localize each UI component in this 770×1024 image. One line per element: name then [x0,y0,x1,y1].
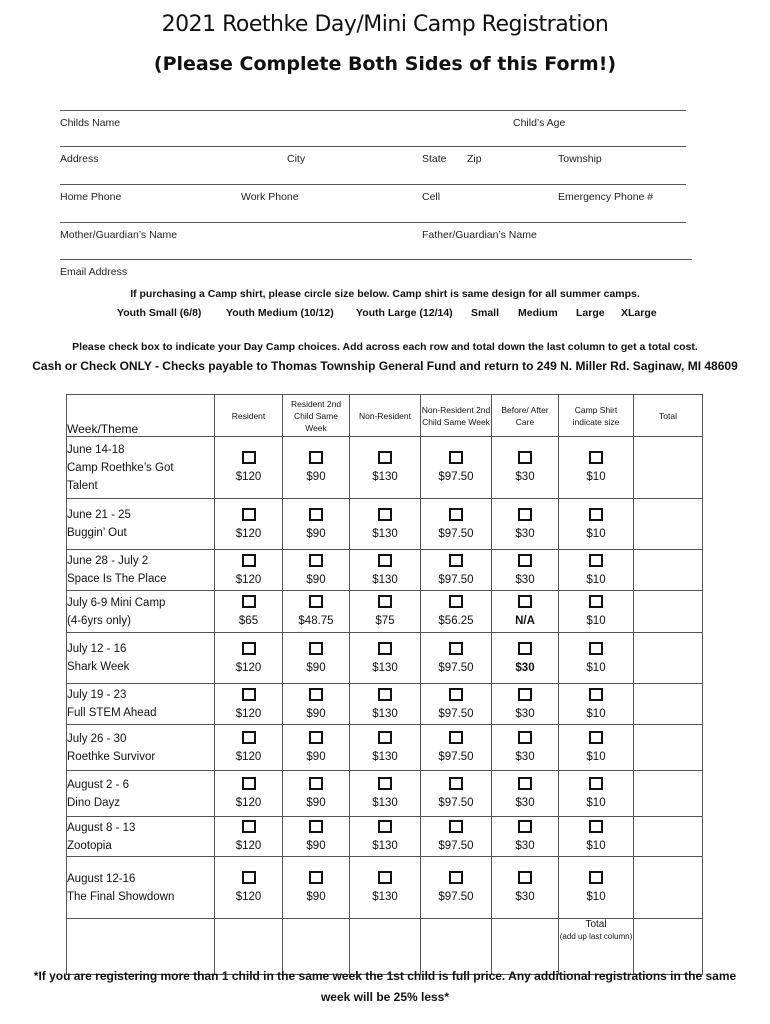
size-youth-medium[interactable]: Youth Medium (10/12) [226,307,334,319]
price: $97.50 [438,661,474,674]
week-theme-line: Dino Dayz [67,796,121,809]
week-theme-cell [67,591,215,633]
checkbox[interactable] [449,820,463,833]
checkbox[interactable] [242,451,256,464]
checkbox[interactable] [449,595,463,608]
resident-option [215,591,283,633]
camp-shirt-option [559,550,634,591]
price: $120 [235,840,262,852]
resident-option [215,499,283,550]
week-theme-line: August 2 - 6 [67,778,130,791]
camp-shirt-option [559,725,634,771]
resident-2nd-child-option [283,499,350,550]
week-theme-cell [67,437,215,499]
childs-name-label: Childs Name [60,117,121,129]
checkbox[interactable] [518,451,532,464]
checkbox[interactable] [589,871,603,884]
resident-2nd-child-option [283,857,350,919]
table-row [67,725,703,771]
non-resident-2nd-child-option [421,684,492,725]
price: $120 [235,797,262,809]
price: $30 [515,751,535,763]
size-medium[interactable]: Medium [518,307,558,319]
resident-2nd-child-option [283,725,350,771]
price: $30 [515,573,535,586]
header-non-resident: Non-Resident [350,395,421,437]
week-theme-cell [67,499,215,550]
non-resident-option [350,437,421,499]
price: $10 [586,707,606,720]
checkbox[interactable] [449,688,463,701]
work-phone-label: Work Phone [241,191,299,203]
total-label: Total [585,919,607,930]
checkbox[interactable] [378,777,392,790]
price: $130 [372,840,398,852]
total-sublabel: (add up last column) [559,932,633,941]
checkbox[interactable] [518,642,532,655]
checkbox[interactable] [589,731,603,744]
header-total: Total [634,395,703,437]
week-theme-line: Talent [67,479,98,492]
checkbox[interactable] [242,688,256,701]
price: $30 [515,661,535,674]
non-resident-2nd-child-option [421,550,492,591]
father-guardian-label: Father/Guardian’s Name [422,229,537,241]
header-week-theme: Week/Theme [67,395,215,437]
checkbox[interactable] [449,731,463,744]
week-theme-line: June 28 - July 2 [67,555,149,567]
email-line[interactable] [60,259,692,260]
checkbox[interactable] [309,554,323,567]
table-row [67,633,703,684]
checkbox[interactable] [518,554,532,567]
price: $120 [235,573,262,586]
before-after-care-option [492,437,559,499]
checkbox[interactable] [309,451,323,464]
checkbox[interactable] [518,871,532,884]
checkbox[interactable] [449,554,463,567]
week-theme-line: Shark Week [67,661,130,673]
camp-shirt-option [559,499,634,550]
resident-2nd-child-option [283,817,350,857]
price: $56.25 [438,615,474,627]
price: $97.50 [438,891,474,903]
price: $10 [586,615,606,627]
checkbox[interactable] [309,642,323,655]
before-after-care-option [492,817,559,857]
price: $90 [306,797,326,809]
table-row [67,499,703,550]
price: $120 [235,707,262,720]
checkbox[interactable] [449,871,463,884]
home-phone-label: Home Phone [60,191,122,203]
header-before-after-care: Before/ After Care [492,395,559,437]
price: $10 [586,573,606,586]
table-row [67,817,703,857]
checkbox[interactable] [378,554,392,567]
mother-guardian-label: Mother/Guardian’s Name [60,229,178,241]
checkbox[interactable] [309,871,323,884]
emergency-phone-label: Emergency Phone # [558,191,654,203]
non-resident-option [350,550,421,591]
checkbox[interactable] [518,820,532,833]
form-subtitle: (Please Complete Both Sides of this Form!) [153,53,617,75]
resident-option [215,550,283,591]
week-theme-line: July 26 - 30 [67,732,127,745]
non-resident-option [350,857,421,919]
address-label: Address [60,153,99,165]
before-after-care-option [492,633,559,684]
row-total-cell[interactable] [634,591,703,633]
checkbox[interactable] [242,871,256,884]
checkbox[interactable] [378,508,392,521]
row-total-cell[interactable] [634,771,703,817]
week-theme-line: Zootopia [67,839,112,852]
price: $30 [515,527,535,540]
checkbox[interactable] [518,595,532,608]
non-resident-2nd-child-option [421,725,492,771]
before-after-care-option [492,499,559,550]
week-theme-line: July 12 - 16 [67,643,127,655]
checkbox[interactable] [449,777,463,790]
camp-shirt-option [559,684,634,725]
price: $10 [586,840,606,852]
before-after-care-option [492,684,559,725]
non-resident-2nd-child-option [421,633,492,684]
price: $30 [515,471,535,483]
checkbox[interactable] [242,554,256,567]
price: $130 [372,471,398,483]
checkbox[interactable] [518,731,532,744]
price: $97.50 [438,573,474,586]
price: $90 [306,751,326,763]
resident-2nd-child-option [283,684,350,725]
checkbox[interactable] [309,731,323,744]
non-resident-2nd-child-option [421,817,492,857]
price: $120 [235,661,262,674]
week-theme-cell [67,771,215,817]
table-row [67,591,703,633]
childs-name-line[interactable] [60,110,686,111]
camp-shirt-option [559,591,634,633]
price: $97.50 [438,707,474,720]
size-xlarge[interactable]: XLarge [621,307,657,319]
row-total-cell[interactable] [634,817,703,857]
before-after-care-option [492,550,559,591]
week-theme-cell [67,857,215,919]
price: $65 [238,615,259,627]
header-resident-2nd-child: Resident 2nd Child Same Week [283,395,350,437]
price: $130 [372,797,398,809]
address-line[interactable] [60,146,686,147]
guardian-line[interactable] [60,222,686,223]
non-resident-option [350,591,421,633]
instructions: Please check box to indicate your Day Camp choices. Add across each row and total down the last column to get a total cost. [72,341,698,353]
resident-2nd-child-option [283,550,350,591]
price: $97.50 [438,840,474,852]
resident-option [215,817,283,857]
childs-age-label: Child’s Age [513,117,566,129]
week-theme-line: Roethke Survivor [67,750,156,763]
before-after-care-option [492,857,559,919]
price: $90 [306,573,326,586]
resident-option [215,437,283,499]
week-theme-line: June 21 - 25 [67,509,131,521]
price: $90 [306,707,326,720]
table-row [67,771,703,817]
price: $130 [372,527,398,540]
price: $130 [372,751,398,763]
checkbox[interactable] [589,820,603,833]
checkbox[interactable] [242,508,256,521]
price: $120 [235,751,262,763]
table-row [67,684,703,725]
email-label: Email Address [60,266,128,278]
row-total-cell[interactable] [634,857,703,919]
price: $10 [586,471,606,483]
checkbox[interactable] [589,508,603,521]
week-theme-line: August 12-16 [67,872,136,885]
checkbox[interactable] [309,595,323,608]
checkbox[interactable] [589,777,603,790]
checkbox[interactable] [589,451,603,464]
checkbox[interactable] [378,871,392,884]
checkbox[interactable] [518,777,532,790]
camp-shirt-option [559,857,634,919]
non-resident-2nd-child-option [421,771,492,817]
zip-label: Zip [467,153,482,165]
payment-instructions: Cash or Check ONLY - Checks payable to Thomas Township General Fund and return to 249 N. Miller Rd. Saginaw, MI 48609 [32,359,738,373]
resident-2nd-child-option [283,633,350,684]
week-theme-line: July 6-9 Mini Camp [67,596,166,609]
non-resident-option [350,499,421,550]
checkbox[interactable] [449,642,463,655]
non-resident-option [350,817,421,857]
checkbox[interactable] [242,731,256,744]
week-theme-line: Space Is The Place [67,573,167,585]
week-theme-line: The Final Showdown [67,890,175,903]
checkbox[interactable] [589,554,603,567]
price: $90 [306,661,326,674]
week-theme-line: June 14-18 [67,443,125,456]
checkbox[interactable] [589,688,603,701]
checkbox[interactable] [378,595,392,608]
price: $30 [515,891,535,903]
header-camp-shirt: Camp Shirt indicate size [559,395,634,437]
price: $30 [515,707,535,720]
non-resident-2nd-child-option [421,437,492,499]
before-after-care-option [492,771,559,817]
price: $10 [586,661,606,674]
table-row [67,550,703,591]
table-row [67,857,703,919]
row-total-cell[interactable] [634,725,703,771]
footnote: *If you are registering more than 1 child in the same week the 1st child is full price. Any additional registrations in the same week will be 25% less* [33,969,737,1004]
resident-2nd-child-option [283,771,350,817]
price: $30 [515,840,535,852]
before-after-care-option [492,725,559,771]
size-small[interactable]: Small [471,307,500,319]
checkbox[interactable] [518,508,532,521]
camp-shirt-option [559,817,634,857]
resident-option [215,633,283,684]
non-resident-2nd-child-option [421,499,492,550]
resident-2nd-child-option [283,437,350,499]
row-total-cell[interactable] [634,684,703,725]
checkbox[interactable] [518,688,532,701]
checkbox[interactable] [378,731,392,744]
camp-shirt-option [559,771,634,817]
price: $90 [306,471,326,483]
resident-option [215,771,283,817]
non-resident-option [350,725,421,771]
price: $10 [586,797,606,809]
checkbox[interactable] [309,688,323,701]
price: $130 [372,661,398,674]
checkbox[interactable] [378,688,392,701]
size-large[interactable]: Large [576,307,605,319]
price: $10 [586,751,606,763]
week-theme-cell [67,725,215,771]
non-resident-2nd-child-option [421,857,492,919]
checkbox[interactable] [449,451,463,464]
price: $97.50 [438,527,474,540]
non-resident-option [350,771,421,817]
state-label: State [422,153,447,165]
checkbox[interactable] [309,777,323,790]
row-total-cell[interactable] [634,437,703,499]
checkbox[interactable] [378,642,392,655]
price: $10 [586,891,606,903]
price: $90 [306,527,326,540]
checkbox[interactable] [242,820,256,833]
cell-label: Cell [422,191,441,203]
header-resident: Resident [215,395,283,437]
price: $75 [375,615,395,627]
resident-option [215,857,283,919]
price: $130 [372,573,398,586]
camp-shirt-option [559,633,634,684]
township-label: Township [558,153,602,165]
resident-option [215,725,283,771]
week-theme-cell [67,633,215,684]
week-theme-line: Buggin’ Out [67,527,127,539]
size-youth-small[interactable]: Youth Small (6/8) [117,307,202,319]
checkbox[interactable] [378,820,392,833]
price: $120 [235,527,262,540]
week-theme-cell [67,684,215,725]
price: $97.50 [438,797,474,809]
checkbox[interactable] [242,642,256,655]
row-total-cell[interactable] [634,633,703,684]
week-theme-line: Full STEM Ahead [67,707,157,719]
week-theme-line: (4-6yrs only) [67,614,131,627]
price: $130 [372,707,398,720]
resident-2nd-child-option [283,591,350,633]
before-after-care-option [492,591,559,633]
price: $90 [306,840,326,852]
camp-shirt-option [559,437,634,499]
price: $48.75 [298,615,334,627]
checkbox[interactable] [242,595,256,608]
table-row [67,437,703,499]
row-total-cell[interactable] [634,499,703,550]
header-non-resident-2nd-child: Non-Resident 2nd Child Same Week [421,395,492,437]
week-theme-line: July 19 - 23 [67,689,127,701]
checkbox[interactable] [589,595,603,608]
city-label: City [287,153,306,165]
non-resident-option [350,633,421,684]
price: $97.50 [438,751,474,763]
shirt-note: If purchasing a Camp shirt, please circle size below. Camp shirt is same design for all summer camps. [130,288,640,300]
registration-table [66,394,703,975]
price: $130 [372,891,398,903]
week-theme-cell [67,550,215,591]
price: $97.50 [438,471,474,483]
form-title: 2021 Roethke Day/Mini Camp Registration [161,12,609,37]
checkbox[interactable] [309,508,323,521]
checkbox[interactable] [589,642,603,655]
checkbox[interactable] [309,820,323,833]
price: $30 [515,797,535,809]
price: $90 [306,891,326,903]
week-theme-line: August 8 - 13 [67,821,136,834]
row-total-cell[interactable] [634,550,703,591]
week-theme-line: Camp Roethke’s Got [67,461,174,474]
price: $120 [235,891,262,903]
price: $10 [586,527,606,540]
week-theme-cell [67,817,215,857]
price: $120 [235,471,262,483]
checkbox[interactable] [378,451,392,464]
non-resident-option [350,684,421,725]
phone-line[interactable] [60,184,686,185]
resident-option [215,684,283,725]
checkbox[interactable] [449,508,463,521]
price: N/A [515,615,535,627]
non-resident-2nd-child-option [421,591,492,633]
size-youth-large[interactable]: Youth Large (12/14) [356,307,453,319]
checkbox[interactable] [242,777,256,790]
